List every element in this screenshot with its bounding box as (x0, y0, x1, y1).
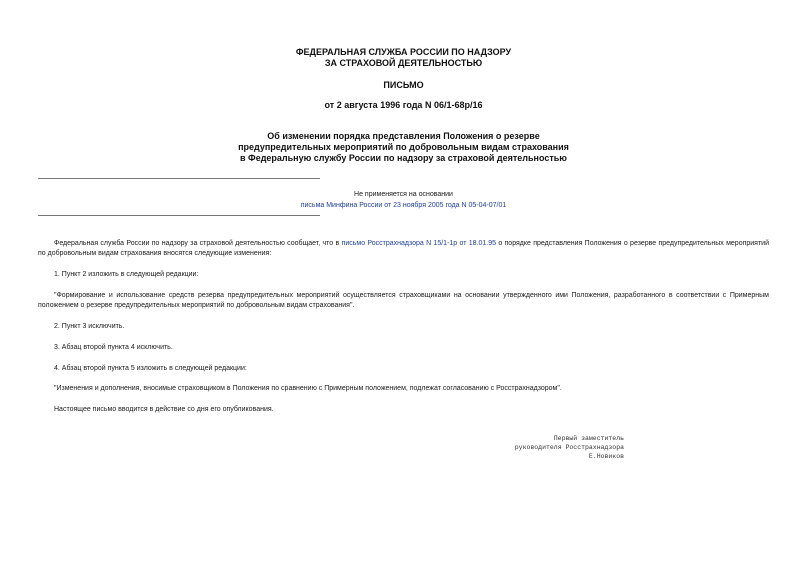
intro-letter-link[interactable]: письмо Росстрахнадзора N 15/1-1р от 18.01.95 (341, 240, 497, 247)
quote-2: "Изменения и дополнения, вносимые страховщиком в Положения по сравнению с Примерным положением, подлежат согласованию с Росстрахнадзором". (54, 385, 562, 392)
divider-bottom (38, 215, 320, 216)
signature-name: Е.Новиков (588, 453, 624, 460)
item-1: 1. Пункт 2 изложить в следующей редакции: (54, 271, 199, 278)
document-title-line1: Об изменении порядка представления Положения о резерве (267, 131, 540, 141)
intro-paragraph (38, 239, 769, 259)
document-title-line2: предупредительных мероприятий по добровольным видам страхования (238, 142, 569, 152)
document-title-line3: в Федеральную службу России по надзору за страховой деятельностью (239, 153, 567, 163)
status-note-line1: Не применяется на основании (354, 191, 453, 198)
quote-1: "Формирование и использование средств резерва предупредительных мероприятий осуществляется страховщиками на основании утвержденного ими Положения, разработанного в соответствии с Примерным положением о резерве предупредительных мероприятий по добровольным видам страхования". (38, 292, 769, 309)
document-type: ПИСЬМО (383, 80, 424, 90)
status-note-line2 (0, 201, 807, 211)
agency-name-line1: ФЕДЕРАЛЬНАЯ СЛУЖБА РОССИИ ПО НАДЗОРУ (295, 47, 512, 57)
signature-title: Первый заместитель (553, 435, 624, 442)
divider-top (38, 178, 320, 179)
agency-name-line2: ЗА СТРАХОВОЙ ДЕЯТЕЛЬНОСТЬЮ (324, 58, 483, 68)
status-note-link[interactable]: письма Минфина России от 23 ноября 2005 года N 05-04-07/01 (300, 202, 507, 209)
document-date-number: от 2 августа 1996 года N 06/1-68р/16 (324, 100, 483, 110)
item-4: 4. Абзац второй пункта 5 изложить в следующей редакции: (54, 365, 247, 372)
closing-paragraph: Настоящее письмо вводится в действие со дня его опубликования. (54, 406, 274, 413)
intro-text-after: о порядке представления Положения о резерве предупредительных мероприятий по добровольным видам страхования вносятся следующие изменения: (38, 240, 769, 257)
item-3: 3. Абзац второй пункта 4 исключить. (54, 344, 173, 351)
item-2: 2. Пункт 3 исключить. (54, 323, 125, 330)
intro-text-before: Федеральная служба России по надзору за страховой деятельностью сообщает, что в (54, 240, 342, 247)
signature-position: руководителя Росстрахнадзора (514, 444, 624, 451)
